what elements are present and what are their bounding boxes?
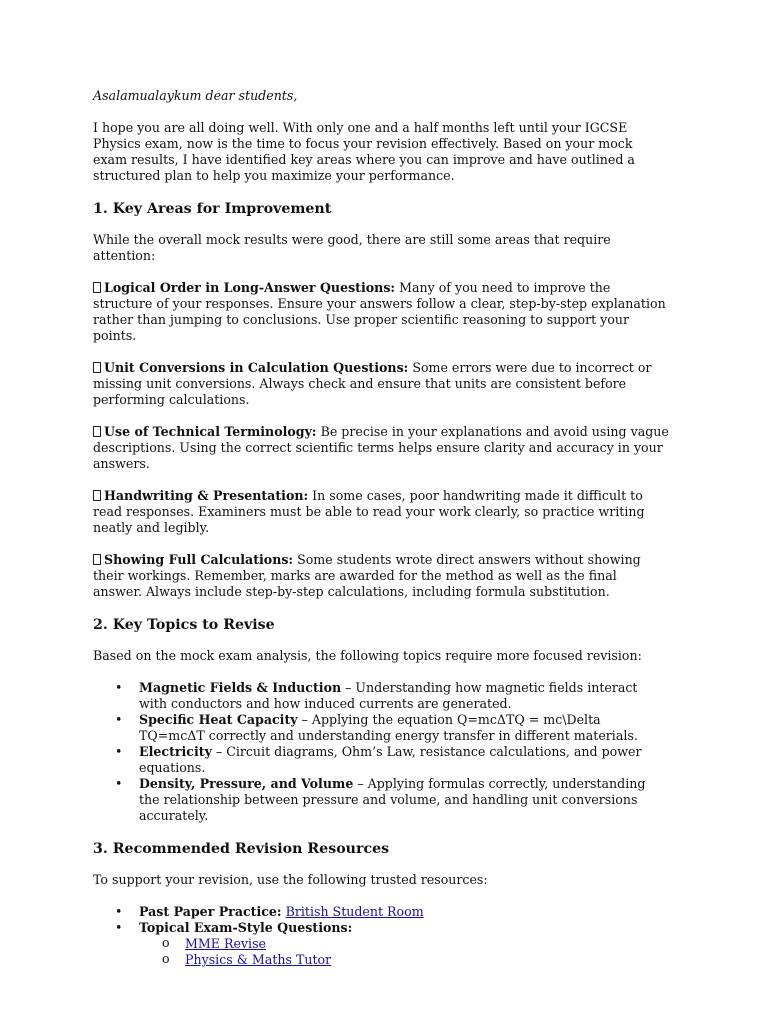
topic-title: Specific Heat Capacity: [139, 712, 298, 727]
section1-heading: 1. Key Areas for Improvement: [93, 201, 332, 217]
checkbox-symbol-icon: [93, 362, 101, 373]
area-text: Many of you need to improve the structure of your responses. Ensure your answers follow a clear, step-by-step explanation rather than jumping to conclusions. Use proper scientific reasoning to support your points.: [93, 280, 666, 343]
checkbox-symbol-icon: [93, 490, 101, 501]
section3-heading: 3. Recommended Revision Resources: [93, 841, 390, 857]
topic-text: – Circuit diagrams, Ohm’s Law, resistance calculations, and power equations.: [139, 744, 642, 775]
topic-title: Density, Pressure, and Volume: [139, 776, 354, 791]
bullet-icon: •: [115, 680, 123, 695]
topical-links-list: [139, 936, 669, 968]
area-title: Showing Full Calculations:: [104, 552, 294, 567]
improvement-area: [93, 552, 669, 600]
topic-text: – Applying formulas correctly, understanding the relationship between pressure and volume, and handling unit conversions accurately.: [139, 776, 646, 823]
physics-maths-tutor-link[interactable]: Physics & Maths Tutor: [185, 952, 332, 967]
topics-list: [93, 680, 669, 824]
section1-lead: While the overall mock results were good, there are still some areas that require attention:: [93, 232, 611, 263]
list-item: [93, 712, 669, 744]
british-student-room-link[interactable]: British Student Room: [285, 904, 424, 919]
list-item: [93, 776, 669, 824]
list-item: [93, 936, 669, 952]
list-item: [93, 952, 669, 968]
section2-lead: Based on the mock exam analysis, the following topics require more focused revision:: [93, 648, 642, 663]
section2-heading: 2. Key Topics to Revise: [93, 617, 275, 633]
greeting: Asalamualaykum dear students,: [93, 88, 298, 103]
area-text: Some students wrote direct answers without showing their workings. Remember, marks are awarded for the method as well as the final answer. Always include step-by-step calculations, including formula substitution.: [93, 552, 641, 599]
past-paper-label: Past Paper Practice:: [139, 904, 282, 919]
mme-revise-link[interactable]: MME Revise: [185, 936, 266, 951]
list-item: [93, 904, 669, 920]
sub-bullet-icon: o: [162, 935, 170, 950]
bullet-icon: •: [115, 744, 123, 759]
section3-lead: To support your revision, use the following trusted resources:: [93, 872, 488, 887]
list-item: [93, 920, 669, 968]
topic-text: – Applying the equation Q=mcΔTQ = mc\Delta TQ=mcΔT correctly and understanding energy transfer in different materials.: [139, 712, 638, 743]
topic-title: Magnetic Fields & Induction: [139, 680, 342, 695]
topical-label: Topical Exam-Style Questions:: [139, 920, 353, 935]
list-item: [93, 680, 669, 712]
bullet-icon: •: [115, 904, 123, 919]
sub-bullet-icon: o: [162, 951, 170, 966]
bullet-icon: •: [115, 920, 123, 935]
area-text: Be precise in your explanations and avoid using vague descriptions. Using the correct scientific terms helps ensure clarity and accuracy in your answers.: [93, 424, 669, 471]
improvement-area: [93, 280, 669, 344]
area-title: Unit Conversions in Calculation Questions:: [104, 360, 409, 375]
topic-title: Electricity: [139, 744, 212, 759]
resources-list: [93, 904, 669, 968]
list-item: [93, 744, 669, 776]
checkbox-symbol-icon: [93, 426, 101, 437]
document-body: [93, 88, 669, 968]
checkbox-symbol-icon: [93, 282, 101, 293]
area-title: Logical Order in Long-Answer Questions:: [104, 280, 396, 295]
area-title: Handwriting & Presentation:: [104, 488, 309, 503]
intro-paragraph: I hope you are all doing well. With only one and a half months left until your IGCSE Physics exam, now is the time to focus your revision effectively. Based on your mock exam results, I have identified key areas where you can improve and have outlined a structured plan to help you maximize your performance.: [93, 120, 635, 183]
checkbox-symbol-icon: [93, 554, 101, 565]
bullet-icon: •: [115, 712, 123, 727]
improvement-area: [93, 360, 669, 408]
topic-text: – Understanding how magnetic fields interact with conductors and how induced currents are generated.: [139, 680, 638, 711]
bullet-icon: •: [115, 776, 123, 791]
area-title: Use of Technical Terminology:: [104, 424, 317, 439]
improvement-area: [93, 488, 669, 536]
area-text: Some errors were due to incorrect or missing unit conversions. Always check and ensure that units are consistent before performing calculations.: [93, 360, 652, 407]
improvement-area: [93, 424, 669, 472]
area-text: In some cases, poor handwriting made it difficult to read responses. Examiners must be able to read your work clearly, so practice writing neatly and legibly.: [93, 488, 645, 535]
